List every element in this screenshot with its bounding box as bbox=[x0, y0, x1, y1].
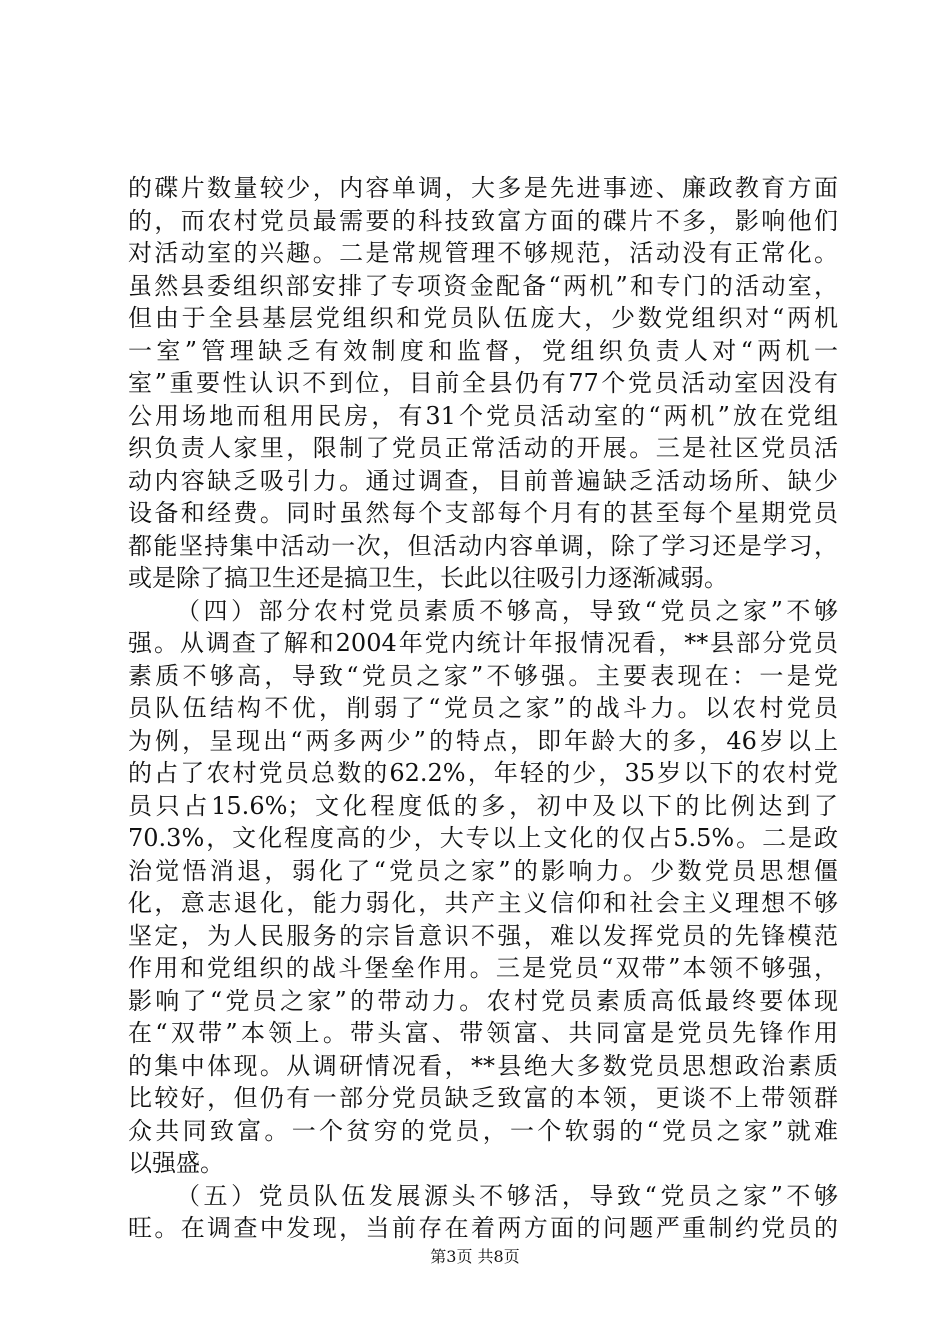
text-line: 的碟片数量较少，内容单调，大多是先进事迹、廉政教育方面 bbox=[128, 174, 838, 202]
text-line: 织负责人家里，限制了党员正常活动的开展。三是社区党员活 bbox=[128, 434, 838, 462]
text-line: 但由于全县基层党组织和党员队伍庞大，少数党组织对“两机 bbox=[128, 304, 838, 332]
text-line: 员队伍结构不优，削弱了“党员之家”的战斗力。以农村党员 bbox=[128, 694, 838, 722]
section-heading-line: （五）党员队伍发展源头不够活，导致“党员之家”不够 bbox=[176, 1181, 838, 1210]
section-heading-line: （四）部分农村党员素质不够高，导致“党员之家”不够 bbox=[176, 596, 838, 625]
text-line: 的占了农村党员总数的62.2%，年轻的少，35岁以下的农村党 bbox=[128, 759, 838, 787]
text-line: 室”重要性认识不到位，目前全县仍有77个党员活动室因没有 bbox=[128, 369, 838, 397]
text-line: 坚定，为人民服务的宗旨意识不强，难以发挥党员的先锋模范 bbox=[128, 921, 838, 950]
text-line: 都能坚持集中活动一次，但活动内容单调，除了学习还是学习， bbox=[128, 531, 838, 560]
text-line: 或是除了搞卫生还是搞卫生，长此以往吸引力逐渐减弱。 bbox=[128, 564, 728, 592]
text-line: 众共同致富。一个贫穷的党员，一个软弱的“党员之家”就难 bbox=[128, 1116, 838, 1145]
text-line: 的集中体现。从调研情况看，**县绝大多数党员思想政治素质 bbox=[128, 1051, 838, 1080]
text-line: 化，意志退化，能力弱化，共产主义信仰和社会主义理想不够 bbox=[128, 889, 838, 917]
text-line: 70.3%，文化程度高的少，大专以上文化的仅占5.5%。二是政 bbox=[128, 824, 838, 852]
text-line: 作用和党组织的战斗堡垒作用。三是党员“双带”本领不够强， bbox=[128, 954, 838, 982]
text-line: 在“双带”本领上。带头富、带领富、共同富是党员先锋作用 bbox=[128, 1019, 838, 1047]
text-line: 比较好，但仍有一部分党员缺乏致富的本领，更谈不上带领群 bbox=[128, 1084, 838, 1112]
text-line: 一室”管理缺乏有效制度和监督，党组织负责人对“两机一 bbox=[128, 336, 838, 365]
text-line: 动内容缺乏吸引力。通过调查，目前普遍缺乏活动场所、缺少 bbox=[128, 466, 838, 495]
text-line: 员只占15.6%；文化程度低的多，初中及以下的比例达到了 bbox=[128, 791, 838, 820]
text-line: 的，而农村党员最需要的科技致富方面的碟片不多，影响他们 bbox=[128, 206, 838, 235]
text-line: 治觉悟消退，弱化了“党员之家”的影响力。少数党员思想僵 bbox=[128, 856, 838, 885]
text-line: 公用场地而租用民房，有31个党员活动室的“两机”放在党组 bbox=[128, 401, 838, 430]
text-line: 以强盛。 bbox=[128, 1149, 224, 1177]
text-line: 旺。在调查中发现，当前存在着两方面的问题严重制约党员的 bbox=[128, 1214, 838, 1242]
text-line: 素质不够高，导致“党员之家”不够强。主要表现在：一是党 bbox=[128, 661, 838, 690]
document-body bbox=[128, 172, 838, 1245]
text-line: 虽然县委组织部安排了专项资金配备“两机”和专门的活动室， bbox=[128, 271, 838, 300]
page-footer: 第3页 共8页 bbox=[430, 1247, 520, 1266]
text-line: 设备和经费。同时虽然每个支部每个月有的甚至每个星期党员 bbox=[128, 499, 838, 527]
text-line: 为例，呈现出“两多两少”的特点，即年龄大的多，46岁以上 bbox=[128, 726, 838, 755]
text-line: 对活动室的兴趣。二是常规管理不够规范，活动没有正常化。 bbox=[128, 239, 838, 267]
text-line: 强。从调查了解和2004年党内统计年报情况看，**县部分党员 bbox=[128, 629, 838, 657]
text-line: 影响了“党员之家”的带动力。农村党员素质高低最终要体现 bbox=[128, 986, 838, 1015]
